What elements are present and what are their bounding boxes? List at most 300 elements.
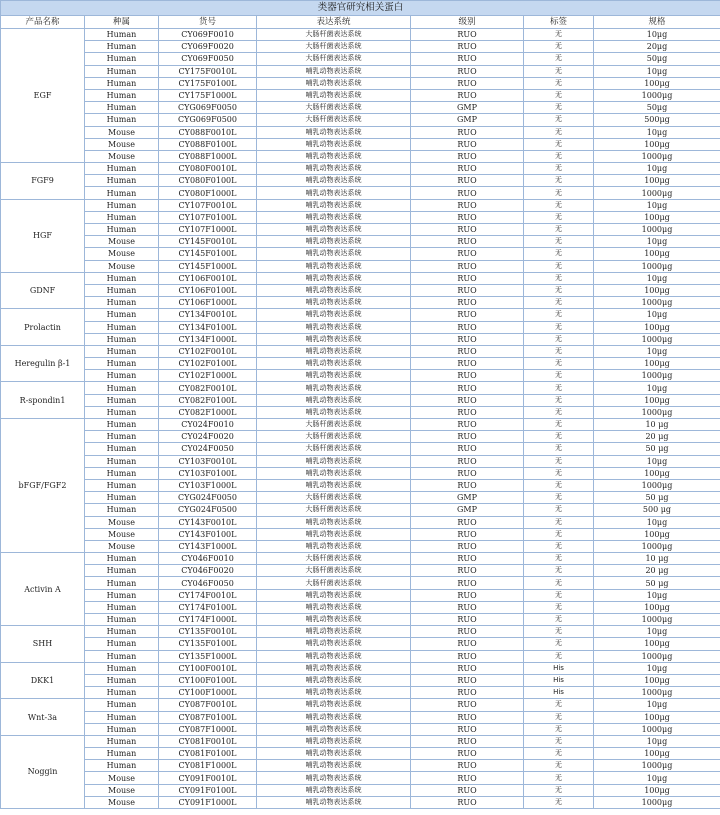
species-cell: Human xyxy=(85,492,159,504)
grade-cell: RUO xyxy=(411,175,524,187)
species-cell: Human xyxy=(85,760,159,772)
species-cell: Human xyxy=(85,748,159,760)
table-row xyxy=(1,175,720,187)
tag-cell: 无 xyxy=(524,224,594,236)
grade-cell: RUO xyxy=(411,431,524,443)
tag-cell: 无 xyxy=(524,89,594,101)
tag-cell: 无 xyxy=(524,345,594,357)
catalog-cell: CY143F1000L xyxy=(159,540,257,552)
species-cell: Human xyxy=(85,553,159,565)
table-row xyxy=(1,650,720,662)
species-cell: Human xyxy=(85,394,159,406)
grade-cell: GMP xyxy=(411,504,524,516)
size-cell: 1000μg xyxy=(594,260,720,272)
table-row xyxy=(1,138,720,150)
catalog-cell: CY088F1000L xyxy=(159,150,257,162)
tag-cell: His xyxy=(524,674,594,686)
catalog-cell: CY143F0010L xyxy=(159,516,257,528)
size-cell: 10μg xyxy=(594,626,720,638)
table-row xyxy=(1,382,720,394)
catalog-cell: CYG069F0050 xyxy=(159,102,257,114)
tag-cell: 无 xyxy=(524,29,594,41)
catalog-cell: CY080F0100L xyxy=(159,175,257,187)
tag-cell: 无 xyxy=(524,796,594,808)
table-row xyxy=(1,540,720,552)
tag-cell: 无 xyxy=(524,479,594,491)
expression-system-cell: 哺乳动物表达系统 xyxy=(257,455,411,467)
table-row xyxy=(1,65,720,77)
expression-system-cell: 哺乳动物表达系统 xyxy=(257,699,411,711)
species-cell: Human xyxy=(85,321,159,333)
table-row xyxy=(1,199,720,211)
table-row xyxy=(1,796,720,808)
tag-cell: 无 xyxy=(524,187,594,199)
product-name-cell: EGF xyxy=(1,29,85,163)
species-cell: Human xyxy=(85,284,159,296)
tag-cell: 无 xyxy=(524,638,594,650)
species-cell: Human xyxy=(85,199,159,211)
product-name-cell: DKK1 xyxy=(1,662,85,699)
tag-cell: 无 xyxy=(524,114,594,126)
catalog-cell: CY103F1000L xyxy=(159,479,257,491)
catalog-cell: CY080F1000L xyxy=(159,187,257,199)
grade-cell: RUO xyxy=(411,321,524,333)
size-cell: 10μg xyxy=(594,516,720,528)
table-row xyxy=(1,589,720,601)
grade-cell: RUO xyxy=(411,163,524,175)
grade-cell: RUO xyxy=(411,297,524,309)
species-cell: Human xyxy=(85,297,159,309)
catalog-cell: CY087F0010L xyxy=(159,699,257,711)
tag-cell: 无 xyxy=(524,309,594,321)
grade-cell: RUO xyxy=(411,443,524,455)
species-cell: Mouse xyxy=(85,260,159,272)
tag-cell: His xyxy=(524,662,594,674)
expression-system-cell: 哺乳动物表达系统 xyxy=(257,65,411,77)
tag-cell: 无 xyxy=(524,163,594,175)
product-name-cell: Wnt-3a xyxy=(1,699,85,736)
table-row xyxy=(1,662,720,674)
size-cell: 10μg xyxy=(594,309,720,321)
size-cell: 10μg xyxy=(594,455,720,467)
tag-cell: 无 xyxy=(524,772,594,784)
size-cell: 10μg xyxy=(594,735,720,747)
size-cell: 20μg xyxy=(594,41,720,53)
tag-cell: 无 xyxy=(524,748,594,760)
grade-cell: RUO xyxy=(411,224,524,236)
species-cell: Human xyxy=(85,443,159,455)
tag-cell: 无 xyxy=(524,102,594,114)
product-name-cell: Prolactin xyxy=(1,309,85,346)
expression-system-cell: 哺乳动物表达系统 xyxy=(257,687,411,699)
size-cell: 1000μg xyxy=(594,406,720,418)
table-row xyxy=(1,187,720,199)
size-cell: 10μg xyxy=(594,199,720,211)
product-name-cell: HGF xyxy=(1,199,85,272)
catalog-cell: CY135F0100L xyxy=(159,638,257,650)
size-cell: 1000μg xyxy=(594,650,720,662)
tag-cell: 无 xyxy=(524,272,594,284)
catalog-cell: CY134F1000L xyxy=(159,333,257,345)
table-row xyxy=(1,419,720,431)
grade-cell: RUO xyxy=(411,638,524,650)
table-row xyxy=(1,443,720,455)
size-cell: 10μg xyxy=(594,126,720,138)
table-row xyxy=(1,516,720,528)
species-cell: Human xyxy=(85,674,159,686)
catalog-cell: CY082F0100L xyxy=(159,394,257,406)
grade-cell: RUO xyxy=(411,284,524,296)
grade-cell: RUO xyxy=(411,248,524,260)
tag-cell: 无 xyxy=(524,382,594,394)
grade-cell: RUO xyxy=(411,29,524,41)
table-row xyxy=(1,735,720,747)
species-cell: Human xyxy=(85,114,159,126)
species-cell: Human xyxy=(85,272,159,284)
species-cell: Human xyxy=(85,662,159,674)
tag-cell: 无 xyxy=(524,53,594,65)
species-cell: Mouse xyxy=(85,138,159,150)
species-cell: Human xyxy=(85,455,159,467)
table-row xyxy=(1,53,720,65)
grade-cell: RUO xyxy=(411,760,524,772)
grade-cell: RUO xyxy=(411,650,524,662)
expression-system-cell: 大肠杆菌表达系统 xyxy=(257,431,411,443)
table-row xyxy=(1,272,720,284)
grade-cell: RUO xyxy=(411,419,524,431)
species-cell: Human xyxy=(85,626,159,638)
expression-system-cell: 哺乳动物表达系统 xyxy=(257,187,411,199)
expression-system-cell: 哺乳动物表达系统 xyxy=(257,370,411,382)
species-cell: Human xyxy=(85,309,159,321)
product-name-cell: Heregulin β-1 xyxy=(1,345,85,382)
tag-cell: 无 xyxy=(524,553,594,565)
tag-cell: 无 xyxy=(524,650,594,662)
grade-cell: RUO xyxy=(411,211,524,223)
expression-system-cell: 哺乳动物表达系统 xyxy=(257,126,411,138)
grade-cell: RUO xyxy=(411,345,524,357)
size-cell: 1000μg xyxy=(594,89,720,101)
species-cell: Human xyxy=(85,382,159,394)
catalog-cell: CY175F0100L xyxy=(159,77,257,89)
catalog-cell: CY143F0100L xyxy=(159,528,257,540)
tag-cell: 无 xyxy=(524,419,594,431)
expression-system-cell: 大肠杆菌表达系统 xyxy=(257,114,411,126)
expression-system-cell: 哺乳动物表达系统 xyxy=(257,760,411,772)
size-cell: 10μg xyxy=(594,272,720,284)
catalog-cell: CY082F1000L xyxy=(159,406,257,418)
catalog-cell: CY175F1000L xyxy=(159,89,257,101)
tag-cell: 无 xyxy=(524,589,594,601)
table-row xyxy=(1,626,720,638)
expression-system-cell: 哺乳动物表达系统 xyxy=(257,528,411,540)
expression-system-cell: 哺乳动物表达系统 xyxy=(257,723,411,735)
expression-system-cell: 大肠杆菌表达系统 xyxy=(257,41,411,53)
catalog-cell: CY107F0010L xyxy=(159,199,257,211)
catalog-cell: CY106F0100L xyxy=(159,284,257,296)
table-row xyxy=(1,114,720,126)
table-row xyxy=(1,102,720,114)
grade-cell: RUO xyxy=(411,406,524,418)
size-cell: 10μg xyxy=(594,345,720,357)
catalog-cell: CY088F0010L xyxy=(159,126,257,138)
table-row xyxy=(1,711,720,723)
expression-system-cell: 哺乳动物表达系统 xyxy=(257,735,411,747)
species-cell: Human xyxy=(85,687,159,699)
grade-cell: RUO xyxy=(411,77,524,89)
grade-cell: RUO xyxy=(411,260,524,272)
species-cell: Mouse xyxy=(85,784,159,796)
table-row xyxy=(1,553,720,565)
catalog-cell: CY069F0010 xyxy=(159,29,257,41)
tag-cell: 无 xyxy=(524,175,594,187)
tag-cell: 无 xyxy=(524,297,594,309)
table-row xyxy=(1,163,720,175)
catalog-cell: CY100F0100L xyxy=(159,674,257,686)
species-cell: Mouse xyxy=(85,528,159,540)
size-cell: 1000μg xyxy=(594,540,720,552)
table-row xyxy=(1,284,720,296)
expression-system-cell: 大肠杆菌表达系统 xyxy=(257,53,411,65)
size-cell: 20 μg xyxy=(594,431,720,443)
table-row xyxy=(1,504,720,516)
catalog-cell: CY102F0010L xyxy=(159,345,257,357)
size-cell: 1000μg xyxy=(594,614,720,626)
table-row xyxy=(1,236,720,248)
catalog-cell: CY174F0010L xyxy=(159,589,257,601)
expression-system-cell: 哺乳动物表达系统 xyxy=(257,199,411,211)
product-name-cell: FGF9 xyxy=(1,163,85,200)
grade-cell: RUO xyxy=(411,41,524,53)
grade-cell: RUO xyxy=(411,309,524,321)
species-cell: Human xyxy=(85,431,159,443)
expression-system-cell: 哺乳动物表达系统 xyxy=(257,540,411,552)
grade-cell: RUO xyxy=(411,89,524,101)
catalog-cell: CY046F0020 xyxy=(159,565,257,577)
tag-cell: 无 xyxy=(524,199,594,211)
size-cell: 1000μg xyxy=(594,297,720,309)
table-row xyxy=(1,370,720,382)
catalog-cell: CY081F0100L xyxy=(159,748,257,760)
grade-cell: RUO xyxy=(411,65,524,77)
catalog-cell: CY087F1000L xyxy=(159,723,257,735)
size-cell: 1000μg xyxy=(594,150,720,162)
species-cell: Mouse xyxy=(85,126,159,138)
size-cell: 100μg xyxy=(594,358,720,370)
size-cell: 1000μg xyxy=(594,479,720,491)
size-cell: 100μg xyxy=(594,138,720,150)
table-row xyxy=(1,211,720,223)
expression-system-cell: 哺乳动物表达系统 xyxy=(257,260,411,272)
size-cell: 50 μg xyxy=(594,492,720,504)
catalog-cell: CY145F1000L xyxy=(159,260,257,272)
table-row xyxy=(1,321,720,333)
expression-system-cell: 大肠杆菌表达系统 xyxy=(257,29,411,41)
expression-system-cell: 哺乳动物表达系统 xyxy=(257,163,411,175)
grade-cell: RUO xyxy=(411,516,524,528)
catalog-cell: CY069F0020 xyxy=(159,41,257,53)
header-row xyxy=(1,16,720,29)
catalog-cell: CY103F0010L xyxy=(159,455,257,467)
expression-system-cell: 大肠杆菌表达系统 xyxy=(257,565,411,577)
expression-system-cell: 大肠杆菌表达系统 xyxy=(257,443,411,455)
species-cell: Human xyxy=(85,565,159,577)
catalog-cell: CY091F1000L xyxy=(159,796,257,808)
catalog-cell: CY069F0050 xyxy=(159,53,257,65)
table-row xyxy=(1,528,720,540)
catalog-cell: CY134F0010L xyxy=(159,309,257,321)
table-row xyxy=(1,29,720,41)
catalog-cell: CY135F0010L xyxy=(159,626,257,638)
size-cell: 100μg xyxy=(594,748,720,760)
species-cell: Human xyxy=(85,41,159,53)
catalog-cell: CY100F1000L xyxy=(159,687,257,699)
expression-system-cell: 哺乳动物表达系统 xyxy=(257,272,411,284)
size-cell: 1000μg xyxy=(594,796,720,808)
tag-cell: 无 xyxy=(524,455,594,467)
size-cell: 10μg xyxy=(594,65,720,77)
table-row xyxy=(1,126,720,138)
tag-cell: 无 xyxy=(524,492,594,504)
grade-cell: RUO xyxy=(411,199,524,211)
grade-cell: GMP xyxy=(411,102,524,114)
grade-cell: RUO xyxy=(411,370,524,382)
product-name-cell: Activin A xyxy=(1,553,85,626)
size-cell: 10μg xyxy=(594,163,720,175)
grade-cell: RUO xyxy=(411,479,524,491)
grade-cell: RUO xyxy=(411,540,524,552)
product-name-cell: SHH xyxy=(1,626,85,663)
header-tag: 标签 xyxy=(524,16,594,29)
table-row xyxy=(1,309,720,321)
size-cell: 100μg xyxy=(594,211,720,223)
species-cell: Human xyxy=(85,419,159,431)
tag-cell: 无 xyxy=(524,321,594,333)
grade-cell: RUO xyxy=(411,784,524,796)
size-cell: 100μg xyxy=(594,467,720,479)
catalog-cell: CY107F0100L xyxy=(159,211,257,223)
header-catalog-no: 货号 xyxy=(159,16,257,29)
grade-cell: RUO xyxy=(411,711,524,723)
size-cell: 100μg xyxy=(594,248,720,260)
grade-cell: RUO xyxy=(411,467,524,479)
product-name-cell: GDNF xyxy=(1,272,85,309)
grade-cell: RUO xyxy=(411,528,524,540)
grade-cell: RUO xyxy=(411,565,524,577)
table-row xyxy=(1,479,720,491)
table-row xyxy=(1,760,720,772)
catalog-cell: CY082F0010L xyxy=(159,382,257,394)
tag-cell: His xyxy=(524,687,594,699)
species-cell: Human xyxy=(85,77,159,89)
species-cell: Human xyxy=(85,711,159,723)
expression-system-cell: 大肠杆菌表达系统 xyxy=(257,577,411,589)
tag-cell: 无 xyxy=(524,41,594,53)
size-cell: 10μg xyxy=(594,29,720,41)
size-cell: 1000μg xyxy=(594,187,720,199)
catalog-cell: CY145F0100L xyxy=(159,248,257,260)
tag-cell: 无 xyxy=(524,211,594,223)
tag-cell: 无 xyxy=(524,784,594,796)
species-cell: Human xyxy=(85,175,159,187)
species-cell: Human xyxy=(85,89,159,101)
table-row xyxy=(1,577,720,589)
expression-system-cell: 哺乳动物表达系统 xyxy=(257,479,411,491)
grade-cell: RUO xyxy=(411,394,524,406)
tag-cell: 无 xyxy=(524,711,594,723)
grade-cell: RUO xyxy=(411,601,524,613)
table-title: 类器官研究相关蛋白 xyxy=(1,1,720,16)
grade-cell: RUO xyxy=(411,53,524,65)
table-row xyxy=(1,41,720,53)
expression-system-cell: 哺乳动物表达系统 xyxy=(257,711,411,723)
header-expression-system: 表达系统 xyxy=(257,16,411,29)
expression-system-cell: 哺乳动物表达系统 xyxy=(257,650,411,662)
tag-cell: 无 xyxy=(524,150,594,162)
size-cell: 10μg xyxy=(594,662,720,674)
expression-system-cell: 哺乳动物表达系统 xyxy=(257,236,411,248)
expression-system-cell: 哺乳动物表达系统 xyxy=(257,358,411,370)
catalog-cell: CY046F0050 xyxy=(159,577,257,589)
table-row xyxy=(1,150,720,162)
expression-system-cell: 大肠杆菌表达系统 xyxy=(257,102,411,114)
grade-cell: RUO xyxy=(411,662,524,674)
table-row xyxy=(1,723,720,735)
tag-cell: 无 xyxy=(524,614,594,626)
size-cell: 1000μg xyxy=(594,760,720,772)
size-cell: 100μg xyxy=(594,321,720,333)
size-cell: 100μg xyxy=(594,77,720,89)
expression-system-cell: 哺乳动物表达系统 xyxy=(257,589,411,601)
size-cell: 100μg xyxy=(594,528,720,540)
grade-cell: GMP xyxy=(411,492,524,504)
size-cell: 10μg xyxy=(594,699,720,711)
catalog-cell: CY091F0010L xyxy=(159,772,257,784)
table-row xyxy=(1,394,720,406)
species-cell: Human xyxy=(85,638,159,650)
species-cell: Human xyxy=(85,735,159,747)
tag-cell: 无 xyxy=(524,516,594,528)
size-cell: 10μg xyxy=(594,772,720,784)
species-cell: Human xyxy=(85,614,159,626)
table-row xyxy=(1,699,720,711)
catalog-cell: CY174F0100L xyxy=(159,601,257,613)
product-name-cell: R-spondin1 xyxy=(1,382,85,419)
species-cell: Human xyxy=(85,358,159,370)
size-cell: 100μg xyxy=(594,601,720,613)
size-cell: 1000μg xyxy=(594,687,720,699)
grade-cell: RUO xyxy=(411,626,524,638)
expression-system-cell: 大肠杆菌表达系统 xyxy=(257,492,411,504)
species-cell: Human xyxy=(85,224,159,236)
tag-cell: 无 xyxy=(524,735,594,747)
species-cell: Human xyxy=(85,187,159,199)
table-row xyxy=(1,772,720,784)
expression-system-cell: 哺乳动物表达系统 xyxy=(257,248,411,260)
grade-cell: RUO xyxy=(411,796,524,808)
tag-cell: 无 xyxy=(524,528,594,540)
expression-system-cell: 哺乳动物表达系统 xyxy=(257,175,411,187)
expression-system-cell: 哺乳动物表达系统 xyxy=(257,601,411,613)
catalog-cell: CY103F0100L xyxy=(159,467,257,479)
catalog-cell: CY175F0010L xyxy=(159,65,257,77)
size-cell: 1000μg xyxy=(594,333,720,345)
size-cell: 100μg xyxy=(594,175,720,187)
table-row xyxy=(1,358,720,370)
grade-cell: RUO xyxy=(411,674,524,686)
tag-cell: 无 xyxy=(524,565,594,577)
expression-system-cell: 哺乳动物表达系统 xyxy=(257,224,411,236)
